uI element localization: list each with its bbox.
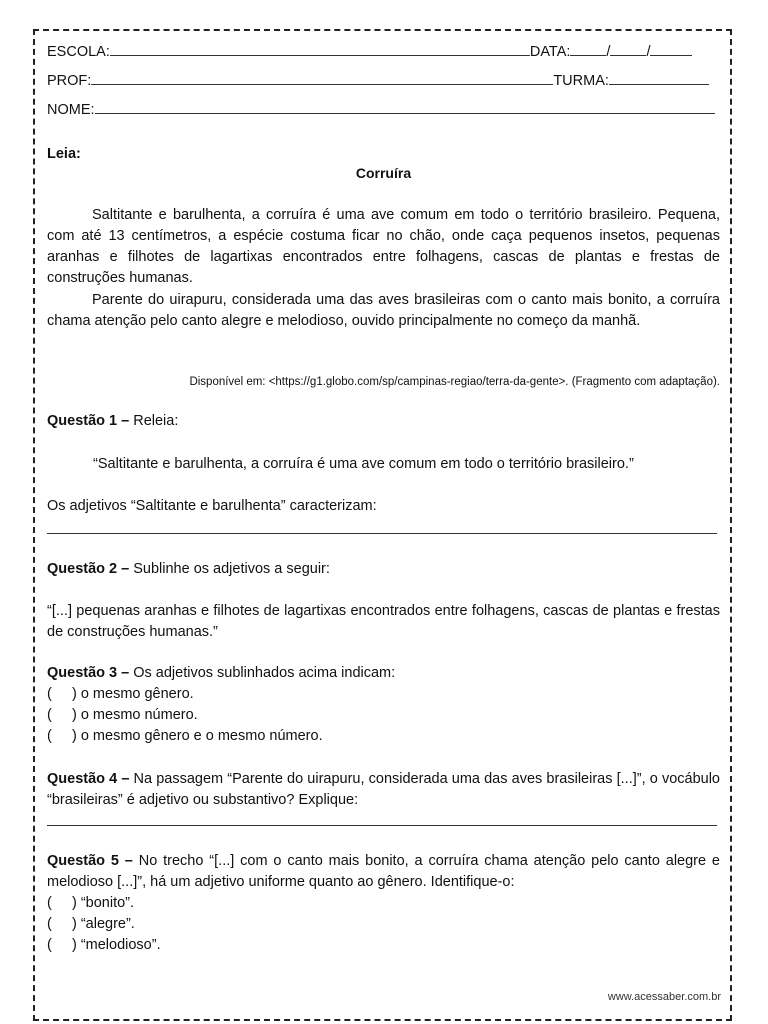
- question-4-label: Questão 4 –: [47, 771, 130, 787]
- data-year-field[interactable]: [650, 43, 692, 56]
- turma-label: TURMA:: [553, 73, 609, 89]
- data-day-field[interactable]: [570, 43, 606, 56]
- data-month-field[interactable]: [610, 43, 646, 56]
- question-2-quote: “[...] pequenas aranhas e filhotes de lagartixas encontrados entre folhagens, cascas de plantas e frestas de construções humanas.”: [47, 603, 720, 640]
- footer-url: www.acessaber.com.br: [607, 991, 721, 1003]
- question-3: [47, 664, 395, 682]
- paragraph-1: Saltitante e barulhenta, a corruíra é uma ave comum em todo o território brasileiro. Pequena, com até 13 centímetros, a espécie costuma ficar no chão, onde caça pequenos insetos, pequenas aranhas e filhotes de lagartixas encontrados entre folhagens, cascas de plantas e frestas de construções humanas.: [47, 207, 720, 286]
- text-title: Corruíra: [355, 165, 412, 181]
- escola-field[interactable]: [110, 43, 530, 56]
- question-2: [47, 560, 330, 578]
- prof-label: PROF:: [47, 73, 92, 89]
- answer-line-4[interactable]: [47, 825, 717, 826]
- question-1-label: Questão 1 –: [47, 413, 130, 429]
- question-5-label: Questão 5 –: [47, 853, 133, 869]
- source-citation: Disponível em: <https://g1.globo.com/sp/campinas-regiao/terra-da-gente>. (Fragmento com adaptação).: [189, 376, 720, 388]
- question-5: [47, 851, 720, 893]
- question-3-option-c[interactable]: ( ) o mesmo gênero e o mesmo número.: [47, 728, 323, 744]
- question-5-text: No trecho “[...] com o canto mais bonito, a corruíra chama atenção pelo canto alegre e melodioso [...]”, há um adjetivo uniforme quanto ao gênero. Identifique-o:: [47, 853, 720, 890]
- nome-label: NOME:: [47, 102, 95, 118]
- question-1-text: Releia:: [129, 413, 179, 429]
- question-2-label: Questão 2 –: [47, 561, 130, 577]
- question-3-option-b[interactable]: ( ) o mesmo número.: [47, 707, 198, 723]
- question-4: [47, 769, 720, 811]
- data-label: DATA:: [529, 44, 571, 60]
- paragraph-2: Parente do uirapuru, considerada uma das aves brasileiras com o canto mais bonito, a corruíra chama atenção pelo canto alegre e melodioso, ouvido principalmente no começo da manhã.: [47, 292, 720, 329]
- leia-label: Leia:: [47, 146, 81, 162]
- escola-row: ESCOLA: DATA: / /: [47, 43, 692, 61]
- question-5-option-a[interactable]: ( ) “bonito”.: [47, 895, 135, 911]
- answer-line-1[interactable]: [47, 533, 717, 534]
- question-3-text: Os adjetivos sublinhados acima indicam:: [129, 665, 396, 681]
- nome-field[interactable]: [95, 101, 715, 114]
- question-2-text: Sublinhe os adjetivos a seguir:: [129, 561, 330, 577]
- question-1-prompt: Os adjetivos “Saltitante e barulhenta” caracterizam:: [47, 498, 377, 514]
- escola-label: ESCOLA:: [47, 44, 110, 60]
- question-3-label: Questão 3 –: [47, 665, 130, 681]
- question-1-quote: “Saltitante e barulhenta, a corruíra é uma ave comum em todo o território brasileiro.”: [93, 456, 634, 472]
- question-5-option-b[interactable]: ( ) “alegre”.: [47, 916, 135, 932]
- turma-field[interactable]: [609, 72, 709, 85]
- question-5-option-c[interactable]: ( ) “melodioso”.: [47, 937, 161, 953]
- nome-row: [47, 101, 715, 119]
- question-4-text: Na passagem “Parente do uirapuru, considerada uma das aves brasileiras [...]”, o vocábulo “brasileiras” é adjetivo ou substantivo? Explique:: [47, 771, 720, 808]
- prof-field[interactable]: [91, 72, 553, 85]
- question-1: [47, 412, 178, 430]
- question-3-option-a[interactable]: ( ) o mesmo gênero.: [47, 686, 194, 702]
- prof-row: [47, 72, 709, 90]
